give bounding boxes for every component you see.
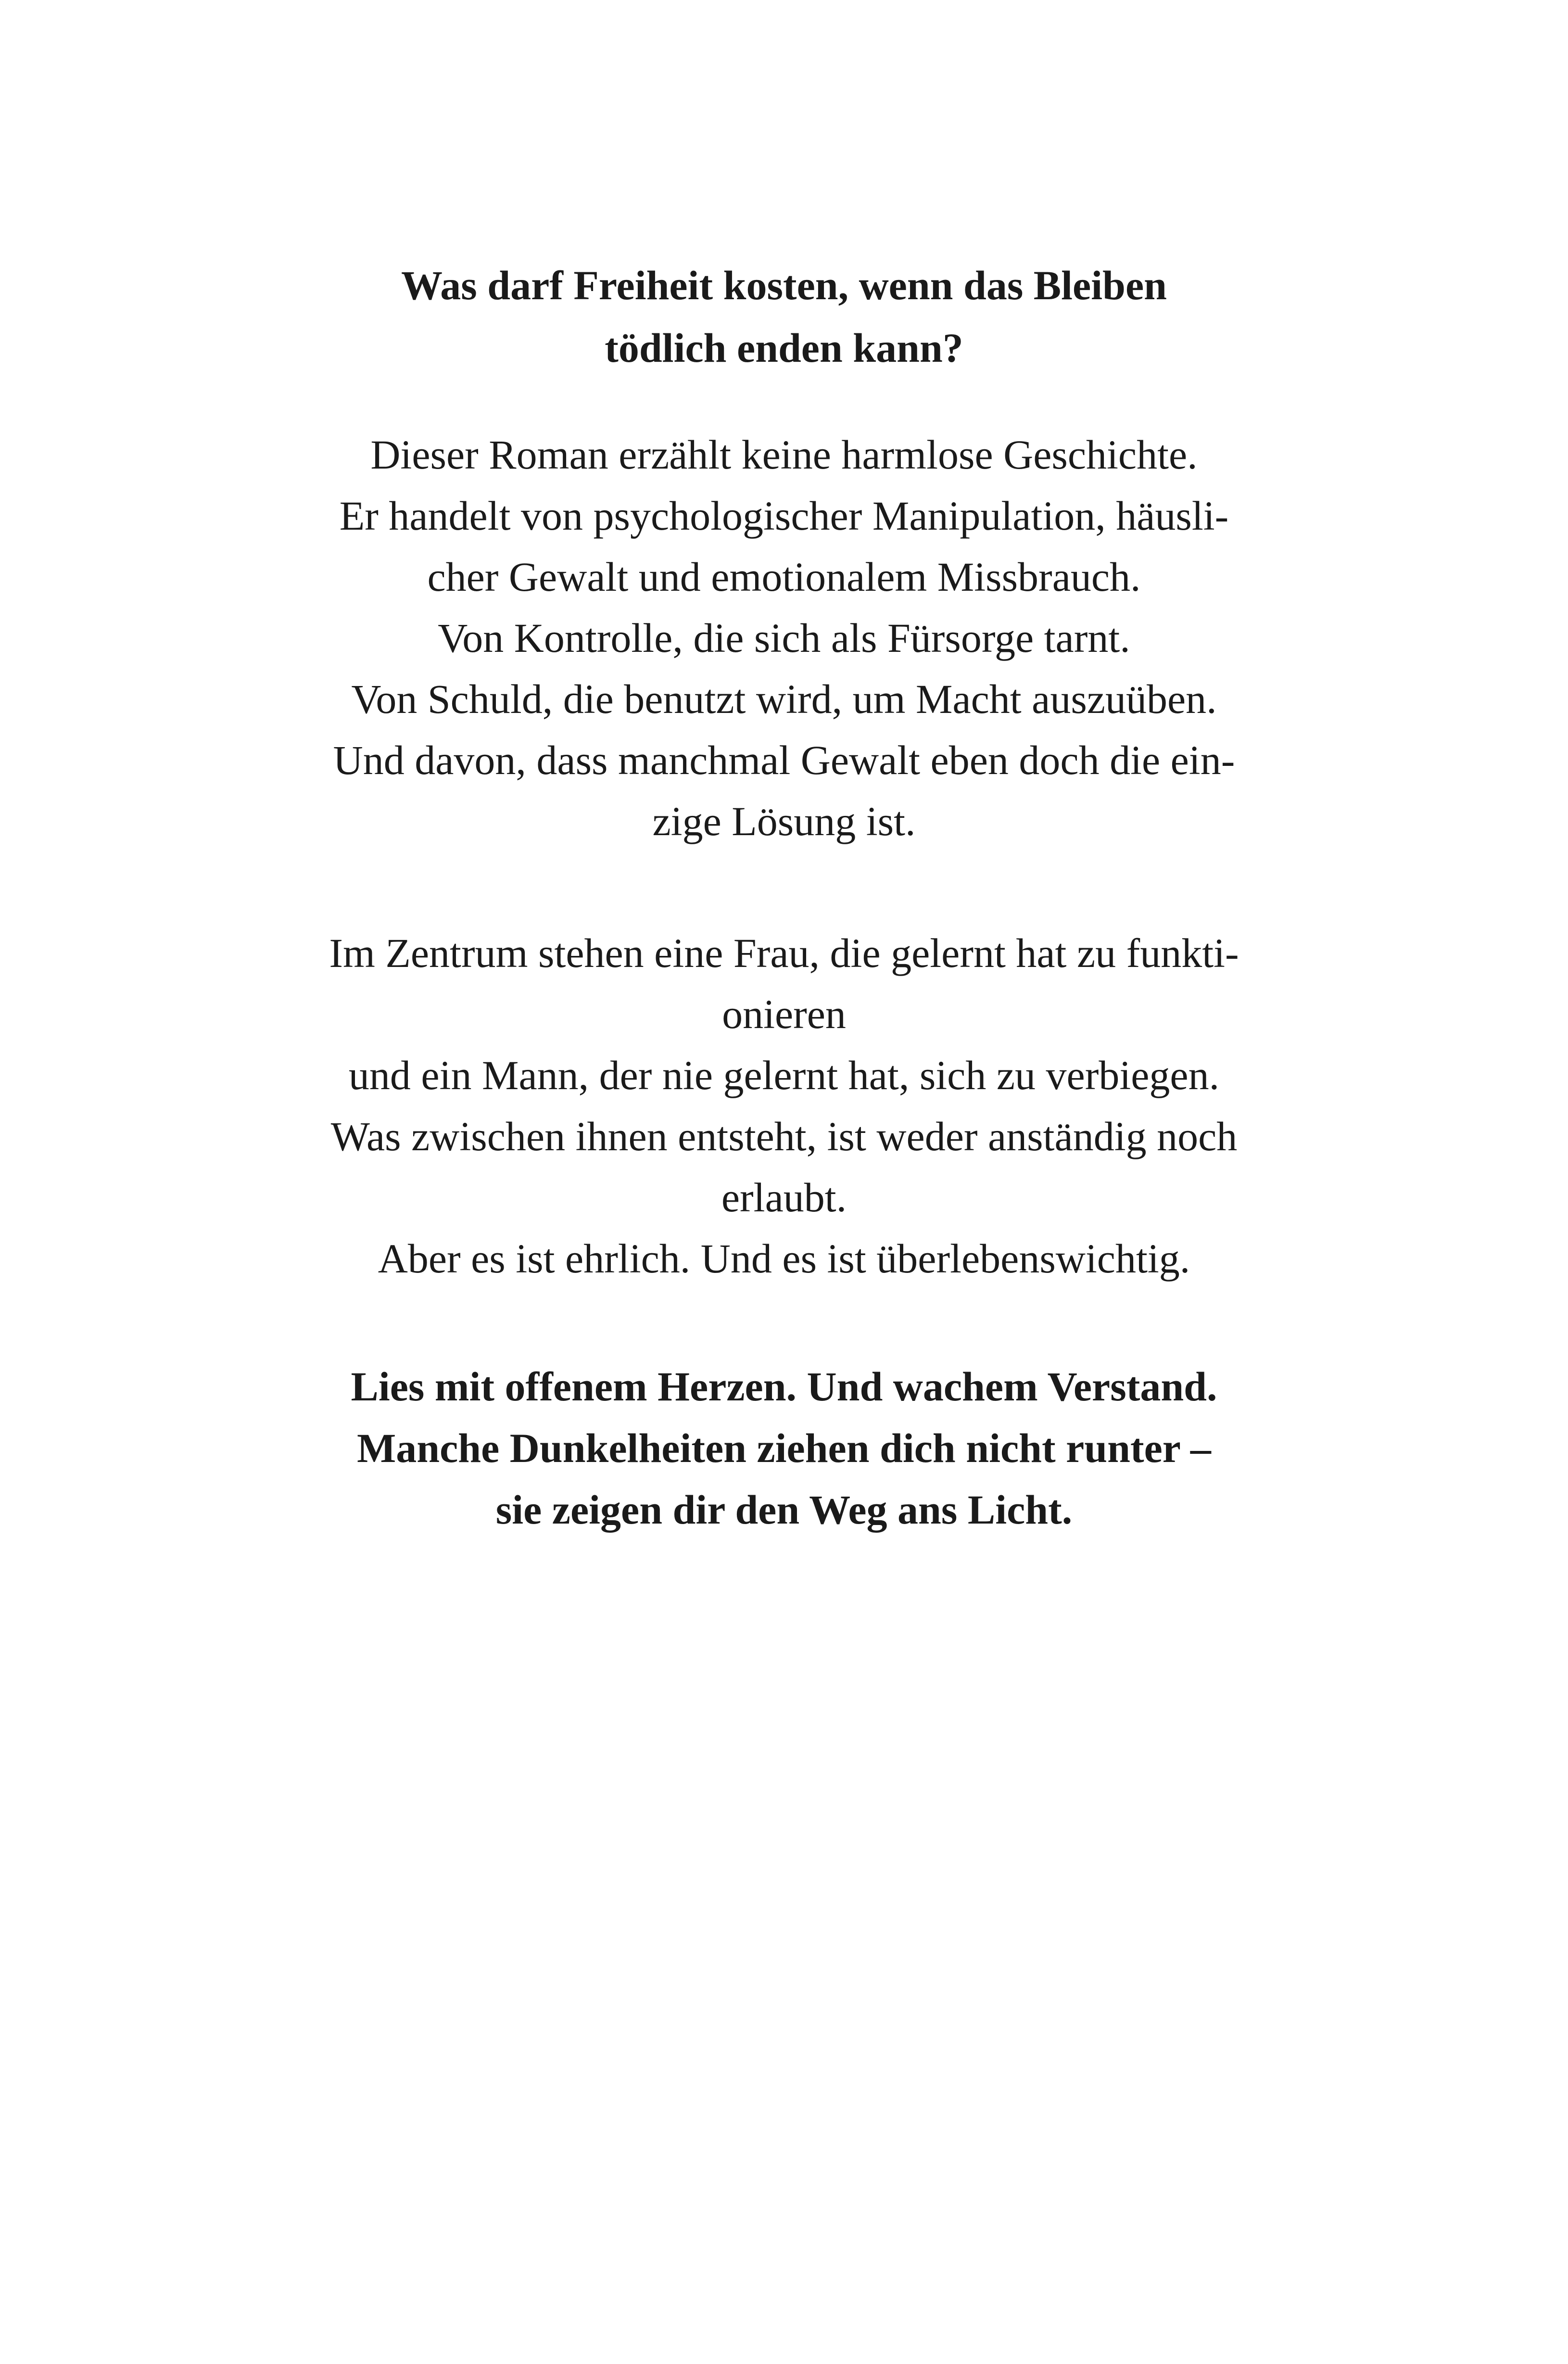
paragraph-line: Von Kontrolle, die sich als Fürsorge tarnt. [438, 615, 1130, 661]
closing-statement [231, 1356, 1337, 1540]
heading [231, 254, 1337, 379]
closing-line: Manche Dunkelheiten ziehen dich nicht runter – [357, 1425, 1211, 1471]
heading-line: tödlich enden kann? [605, 325, 963, 371]
closing-line: Lies mit offenem Herzen. Und wachem Verstand. [351, 1363, 1217, 1410]
paragraph-line: Im Zentrum stehen eine Frau, die gelernt hat zu funkti- [329, 930, 1239, 976]
paragraph-line: Was zwischen ihnen entsteht, ist weder anständig noch [330, 1113, 1238, 1159]
paragraph-line: Von Schuld, die benutzt wird, um Macht auszuüben. [351, 676, 1217, 722]
paragraph-line: Er handelt von psychologischer Manipulation, häusli- [339, 493, 1229, 539]
paragraph-line: erlaubt. [721, 1174, 847, 1220]
closing-line: sie zeigen dir den Weg ans Licht. [495, 1487, 1073, 1533]
paragraph-line: onieren [722, 991, 846, 1037]
heading-line: Was darf Freiheit kosten, wenn das Bleiben [401, 262, 1167, 308]
paragraph-line: cher Gewalt und emotionalem Missbrauch. [427, 554, 1141, 600]
paragraph-line: Und davon, dass manchmal Gewalt eben doch die ein- [333, 737, 1235, 783]
paragraph-center [231, 923, 1337, 1289]
paragraph-line: Aber es ist ehrlich. Und es ist überlebenswichtig. [378, 1235, 1190, 1282]
paragraph-line: zige Lösung ist. [652, 798, 916, 844]
paragraph-intro [231, 424, 1337, 852]
paragraph-line: und ein Mann, der nie gelernt hat, sich zu verbiegen. [348, 1052, 1220, 1098]
paragraph-line: Dieser Roman erzählt keine harmlose Geschichte. [370, 432, 1198, 478]
